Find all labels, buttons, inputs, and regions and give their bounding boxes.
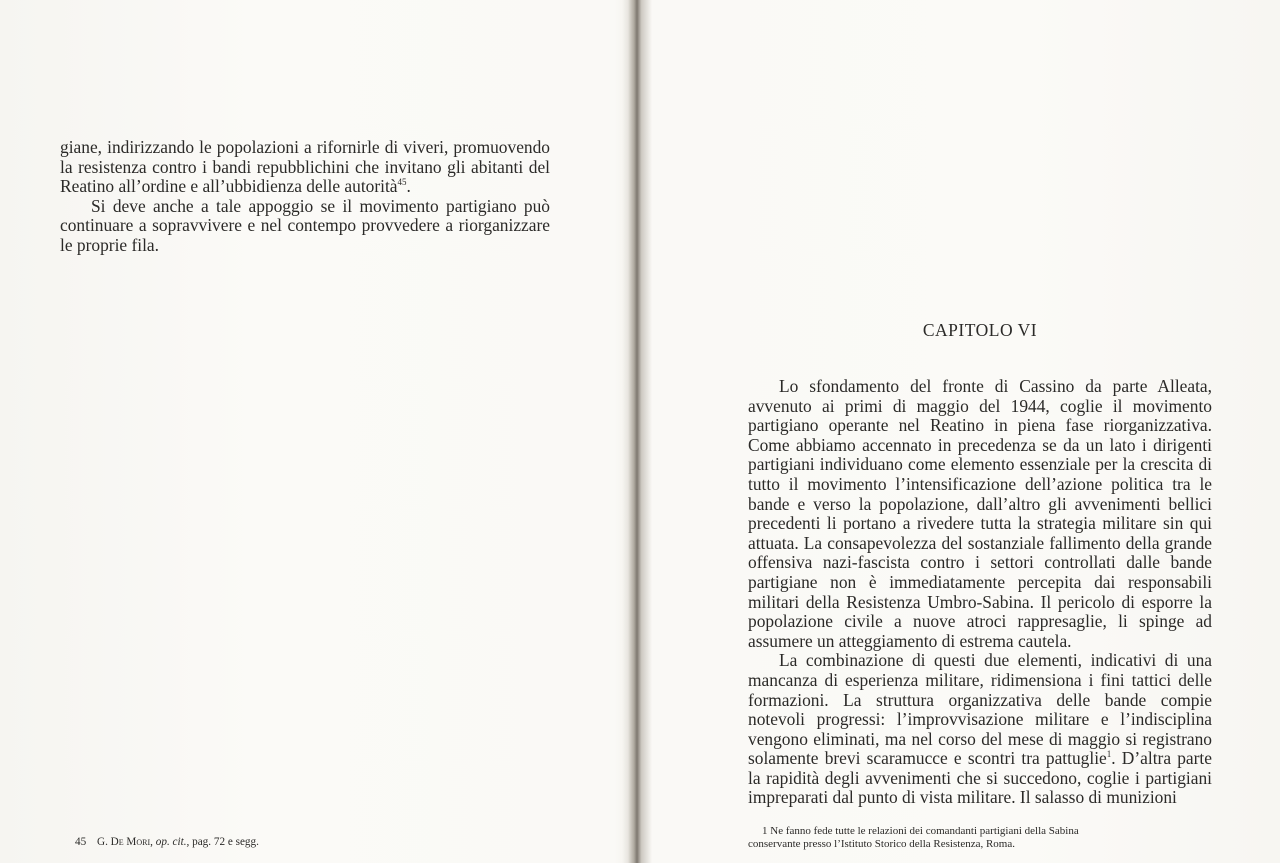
right-footnote <box>748 825 1212 851</box>
left-paragraph-1-tail: . <box>406 176 411 197</box>
left-footnote-author: G. De Mori, <box>96 836 153 848</box>
right-paragraph-2-before: La combinazione di questi due elementi, indicativi di una mancanza di esperienza militare, ridimensiona i fini tattici delle formazioni. La struttura organizzativa delle bande compie notevoli progressi: l’improvvisazione militare e l’indisciplina vengono eliminati, ma nel corso del mese di maggio si registrano solamente brevi scaramucce e scontri tra pattuglie <box>748 650 1212 769</box>
left-footnote <box>75 836 259 849</box>
right-paragraph-2-after: . D’altra parte la rapidità degli avvenimenti che si succedono, coglie i partigiani impreparati dal punto di vista militare. Il salasso di munizioni <box>748 748 1212 808</box>
book-gutter <box>622 0 652 863</box>
left-paragraph-1-text: giane, indirizzando le popolazioni a rifornirle di viveri, promuovendo la resistenza contro i bandi repubblichini che invitano gli abitanti del Reatino all’ordine e all’ubbidienza delle autorità <box>60 137 550 197</box>
footnote-ref-45: 45 <box>397 177 407 188</box>
left-paragraph-2: Si deve anche a tale appoggio se il movimento partigiano può continuare a sopravvivere e nel contempo provvedere a riorganizzare le proprie fila. <box>60 195 550 255</box>
footnote-ref-1: 1 <box>1106 749 1112 760</box>
left-footnote-number: 45 <box>75 836 87 848</box>
right-page-body <box>748 377 1212 808</box>
left-page-body <box>60 138 550 256</box>
right-paragraph-2 <box>748 651 1212 808</box>
right-footnote-line2: conservante presso l’Istituto Storico della Resistenza, Roma. <box>748 838 1015 850</box>
right-footnote-number: 1 <box>762 825 768 837</box>
right-footnote-line1: Ne fanno fede tutte le relazioni dei comandanti partigiani della Sabina <box>770 825 1079 837</box>
left-paragraph-1 <box>60 138 550 197</box>
chapter-title: CAPITOLO VI <box>922 320 1038 340</box>
right-paragraph-1: Lo sfondamento del fronte di Cassino da parte Alleata, avvenuto ai primi di maggio del 1944, coglie il movimento partigiano operante nel Reatino in piena fase riorganizzativa. Come abbiamo accennato in precedenza se da un lato i dirigenti partigiani individuano come elemento essenziale per la crescita di tutto il movimento l’intensificazione dell’azione politica tra le bande e verso la popolazione, dall’altro gli avvenimenti bellici precedenti li portano a rivedere tutta la strategia militare sin qui attuata. La consapevolezza del sostanziale fallimento della grande offensiva nazi-fascista contro i settori controllati dalle bande partigiane non è immediatamente percepita dai responsabili militari della Resistenza Umbro-Sabina. Il pericolo di esporre la popolazione civile a nuove atroci rappresaglie, li spinge ad assumere un atteggiamento di estrema cautela. <box>748 376 1212 651</box>
left-footnote-work: op. cit., <box>155 836 190 848</box>
left-footnote-rest: pag. 72 e segg. <box>192 836 259 848</box>
